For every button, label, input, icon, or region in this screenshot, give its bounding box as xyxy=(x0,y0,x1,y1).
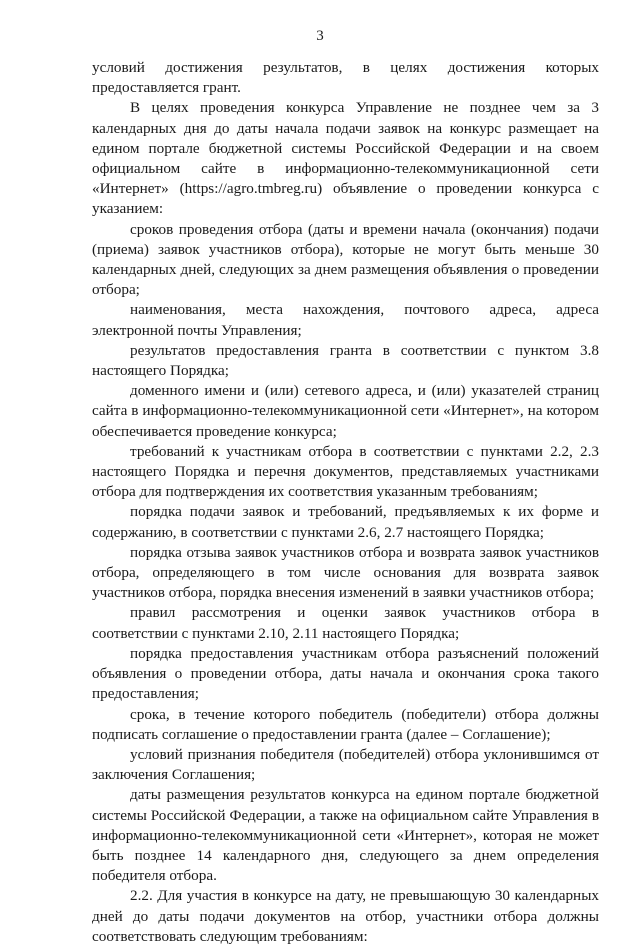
paragraph-10: порядка предоставления участникам отбора разъяснений положений объявления о проведении отбора, даты начала и окончания срока такого предоставления; xyxy=(92,644,599,703)
document-body xyxy=(92,58,599,947)
paragraph-14: 2.2. Для участия в конкурсе на дату, не превышающую 30 календарных дней до даты подачи документов на отбор, участники отбора должны соответствовать следующим требованиям: xyxy=(92,887,599,945)
paragraph-8: порядка отзыва заявок участников отбора и возврата заявок участников отбора, определяющего в том числе основания для возврата заявок участников отбора, порядка внесения изменений в заявки участников отбора; xyxy=(92,543,599,602)
paragraph-12: условий признания победителя (победителей) отбора уклонившимся от заключения Соглашения; xyxy=(92,745,599,784)
paragraph-7: порядка подачи заявок и требований, предъявляемых к их форме и содержанию, в соответствии с пунктами 2.6, 2.7 настоящего Порядка; xyxy=(92,503,599,541)
paragraph-5: доменного имени и (или) сетевого адреса, и (или) указателей страниц сайта в информационно-телекоммуникационной сети «Интернет», на котором обеспечивается проведение конкурса; xyxy=(92,382,599,440)
paragraph-11: срока, в течение которого победитель (победители) отбора должны подписать соглашение о предоставлении гранта (далее – Соглашение); xyxy=(92,705,599,743)
paragraph-4: результатов предоставления гранта в соответствии с пунктом 3.8 настоящего Порядка; xyxy=(92,341,599,380)
paragraph-2: сроков проведения отбора (даты и времени начала (окончания) подачи (приема) заявок участников отбора), которые не могут быть меньше 30 календарных дней, следующих за днем размещения объявления о проведении отбора; xyxy=(92,220,599,299)
paragraph-3: наименования, места нахождения, почтового адреса, адреса электронной почты Управления; xyxy=(92,301,599,339)
paragraph-9: правил рассмотрения и оценки заявок участников отбора в соответствии с пунктами 2.10, 2.11 настоящего Порядка; xyxy=(92,604,599,642)
paragraph-13: даты размещения результатов конкурса на едином портале бюджетной системы Российской Федерации, а также на официальном сайте Управления в информационно-телекоммуникационной сети «Интернет», которая не может быть позднее 14 календарного дня, следующего за днем определения победителя отбора. xyxy=(92,786,599,885)
page-number: 3 xyxy=(316,28,324,44)
paragraph-6: требований к участникам отбора в соответствии с пунктами 2.2, 2.3 настоящего Порядка и перечня документов, представляемых участниками отбора для подтверждения их соответствия указанным требованиям; xyxy=(92,442,599,501)
paragraph-0: условий достижения результатов, в целях достижения которых предоставляется грант. xyxy=(92,59,599,97)
paragraph-1: В целях проведения конкурса Управление не позднее чем за 3 календарных дня до даты начала подачи заявок на конкурс размещает на едином портале бюджетной системы Российской Федерации и на своем официальном сайте в информационно-телекоммуникационной сети «Интернет» (https://agro.tmbreg.ru) объявление о проведении конкурса с указанием: xyxy=(92,99,599,218)
